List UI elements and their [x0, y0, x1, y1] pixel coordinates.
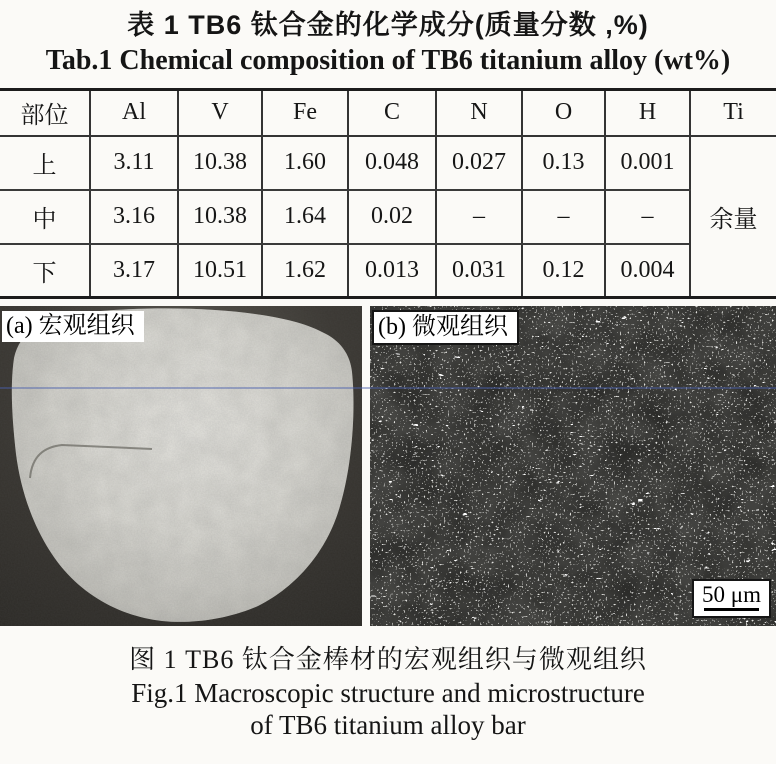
- table-cell: 0.027: [436, 136, 522, 190]
- table-row: [0, 190, 776, 244]
- macro-structure-graphic: [0, 306, 362, 626]
- table-cell: 0.004: [605, 244, 690, 298]
- scale-bar-rule: [704, 608, 759, 611]
- panel-a-label: (a) 宏观组织: [2, 311, 144, 342]
- table-cell: –: [436, 190, 522, 244]
- table-cell-ti-balance: 余量: [690, 136, 776, 298]
- table-cell: 0.031: [436, 244, 522, 298]
- table-cell: 0.048: [348, 136, 436, 190]
- table-cell: 0.02: [348, 190, 436, 244]
- table-cell: 1.62: [262, 244, 348, 298]
- figure-1: [0, 306, 776, 626]
- table-title-en: Tab.1 Chemical composition of TB6 titanium alloy (wt%): [45, 45, 731, 76]
- header-cell-part: 部位: [0, 90, 90, 136]
- table-cell: 10.51: [178, 244, 262, 298]
- panel-divider: [362, 306, 370, 626]
- micro-structure-graphic: [370, 306, 776, 626]
- table-cell: 1.60: [262, 136, 348, 190]
- header-cell-n: N: [436, 90, 522, 136]
- table-cell: 1.64: [262, 190, 348, 244]
- header-cell-fe: Fe: [262, 90, 348, 136]
- figure-caption-zh: 图 1 TB6 钛合金棒材的宏观组织与微观组织: [129, 645, 647, 674]
- table-cell: 10.38: [178, 190, 262, 244]
- header-cell-o: O: [522, 90, 605, 136]
- table-cell: 0.001: [605, 136, 690, 190]
- macro-structure-image: [0, 306, 362, 626]
- table-row: [0, 244, 776, 298]
- scale-bar-label: 50 μm: [702, 582, 761, 607]
- table-cell: –: [605, 190, 690, 244]
- table-cell: 0.12: [522, 244, 605, 298]
- header-cell-al: Al: [90, 90, 178, 136]
- composition-table: [0, 88, 776, 299]
- table-header-row: [0, 90, 776, 136]
- table-cell: 上: [0, 136, 90, 190]
- table-cell: 0.013: [348, 244, 436, 298]
- table-cell: 0.13: [522, 136, 605, 190]
- table-title-zh: 表 1 TB6 钛合金的化学成分(质量分数 ,%): [127, 10, 649, 40]
- scale-bar: [692, 579, 771, 618]
- header-cell-c: C: [348, 90, 436, 136]
- document-page: [0, 9, 776, 764]
- header-cell-v: V: [178, 90, 262, 136]
- header-cell-h: H: [605, 90, 690, 136]
- figure-caption-en-line1: Fig.1 Macroscopic structure and microstructure: [131, 678, 645, 708]
- header-cell-ti: Ti: [690, 90, 776, 136]
- panel-b-label: (b) 微观组织: [372, 310, 519, 345]
- table-cell: 3.17: [90, 244, 178, 298]
- table-cell: 3.11: [90, 136, 178, 190]
- table-cell: 3.16: [90, 190, 178, 244]
- table-cell: 下: [32, 260, 57, 287]
- table-row: [0, 136, 776, 190]
- table-cell: 10.38: [178, 136, 262, 190]
- table-cell: –: [522, 190, 605, 244]
- table-cell: 中: [0, 190, 90, 244]
- micro-structure-image: [370, 306, 776, 626]
- figure-caption-en-line2: of TB6 titanium alloy bar: [250, 710, 526, 740]
